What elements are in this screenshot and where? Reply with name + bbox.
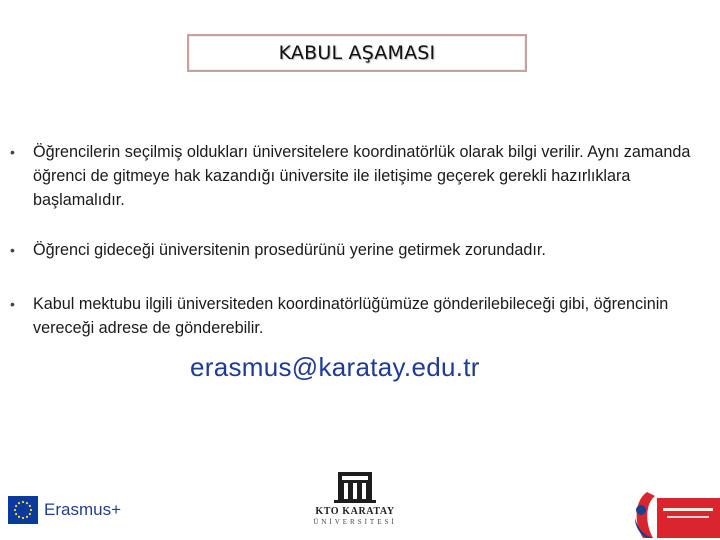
contact-email[interactable]: erasmus@karatay.edu.tr (190, 352, 480, 382)
bullet-icon: • (10, 296, 15, 312)
bullet-item (10, 292, 700, 340)
title-box (187, 34, 527, 72)
bullet-text: Kabul mektubu ilgili üniversiteden koordinatörlüğümüze gönderilebileceği gibi, öğrencinin vereceği adrese de gönderebilir. (33, 295, 669, 337)
bullet-item (10, 238, 700, 262)
kto-building-emblem-icon (332, 470, 378, 504)
bullet-text: Öğrenci gideceği üniversitenin prosedürünü yerine getirmek zorundadır. (33, 241, 546, 259)
eu-flag-icon (8, 496, 38, 524)
bullet-icon: • (10, 144, 15, 160)
kto-name-text: KTO KARATAY (315, 506, 395, 517)
turkish-national-agency-logo-icon (627, 488, 720, 540)
slide-title: KABUL AŞAMASI (278, 42, 436, 64)
erasmus-plus-text: Erasmus+ (44, 500, 121, 519)
erasmus-plus-logo (8, 496, 121, 524)
bullet-item (10, 140, 700, 212)
kto-karatay-logo (305, 470, 405, 532)
bullet-text: Öğrencilerin seçilmiş oldukları üniversitelere koordinatörlük olarak bilgi verilir. Aynı zamanda öğrenci de gitmeye hak kazandığı üniversite ile iletişime geçerek gerekli hazırlıklara başlamalıdır. (33, 143, 691, 209)
bullet-icon: • (10, 242, 15, 258)
kto-sub-text: ÜNİVERSİTESİ (313, 518, 397, 526)
bullet-list (10, 140, 700, 340)
